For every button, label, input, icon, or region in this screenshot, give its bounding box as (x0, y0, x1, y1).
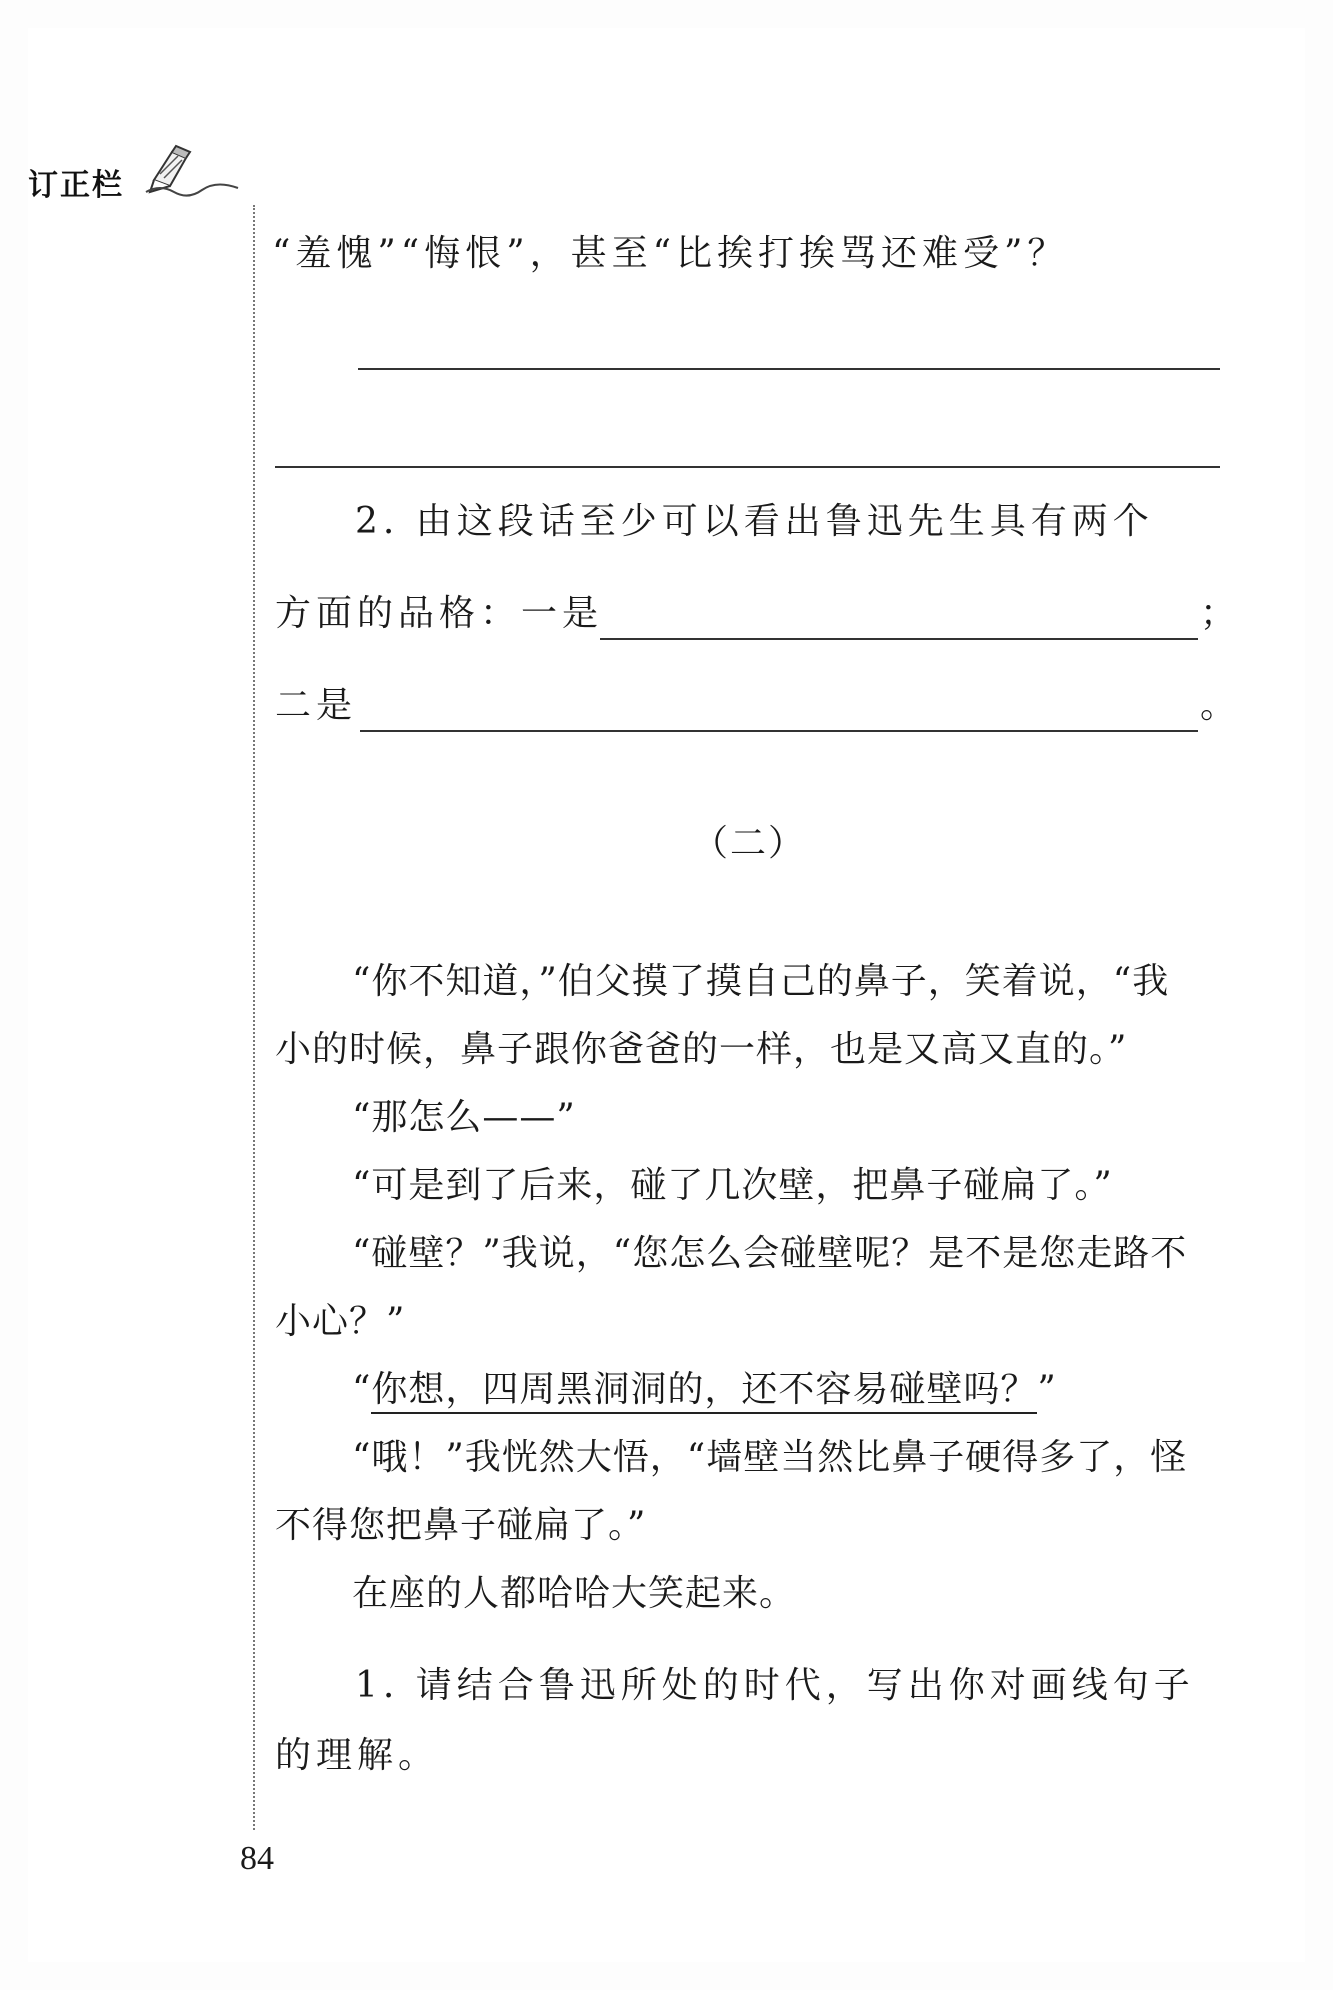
passage-line-8: “哦！”我恍然大悟，“墙壁当然比鼻子硬得多了，怪 (352, 1437, 1188, 1478)
question-2-line-3-prefix: 二是 (275, 685, 358, 726)
passage-line-1: “你不知道，”伯父摸了摸自己的鼻子，笑着说，“我 (352, 961, 1170, 1002)
question-1-line-2: 的理解。 (275, 1735, 440, 1776)
passage-line-7 (352, 1368, 1057, 1412)
answer-line-1[interactable] (358, 368, 1220, 370)
section-title: （二） (692, 823, 807, 864)
passage-line-5: “碰壁？”我说，“您怎么会碰壁呢？是不是您走路不 (352, 1233, 1188, 1274)
question-1-line-1: 1. 请结合鲁迅所处的时代，写出你对画线句子 (355, 1665, 1195, 1706)
passage-line-6: 小心？” (275, 1301, 406, 1342)
passage-line-3: “那怎么——” (352, 1097, 576, 1138)
page-number: 84 (240, 1840, 274, 1877)
question-2-line-1: 2. 由这段话至少可以看出鲁迅先生具有两个 (355, 501, 1154, 542)
passage-line-4: “可是到了后来，碰了几次壁，把鼻子碰扁了。” (352, 1165, 1113, 1206)
passage-line-7-open-quote: “ (352, 1369, 372, 1410)
previous-question-continuation: “羞愧”“悔恨”，甚至“比挨打挨骂还难受”？ (272, 233, 1069, 274)
margin-divider (253, 205, 255, 1830)
underlined-sentence: 你想，四周黑洞洞的，还不容易碰壁吗？ (371, 1369, 1037, 1414)
answer-blank-quality-1[interactable] (600, 638, 1198, 640)
pencil-icon (142, 138, 242, 198)
answer-blank-quality-2[interactable] (360, 730, 1198, 732)
correction-column-label: 订正栏 (28, 168, 124, 203)
passage-line-2: 小的时候，鼻子跟你爸爸的一样，也是又高又直的。” (275, 1029, 1128, 1070)
question-2-line-3-suffix: 。 (1200, 685, 1242, 726)
passage-line-9: 不得您把鼻子碰扁了。” (275, 1505, 647, 1546)
passage-line-10: 在座的人都哈哈大笑起来。 (352, 1573, 797, 1614)
question-2-line-2-prefix: 方面的品格：一是 (275, 593, 604, 634)
passage-line-7-close-quote: ” (1037, 1369, 1057, 1410)
answer-line-2[interactable] (275, 466, 1220, 468)
question-2-line-2-suffix: ； (1200, 593, 1242, 634)
